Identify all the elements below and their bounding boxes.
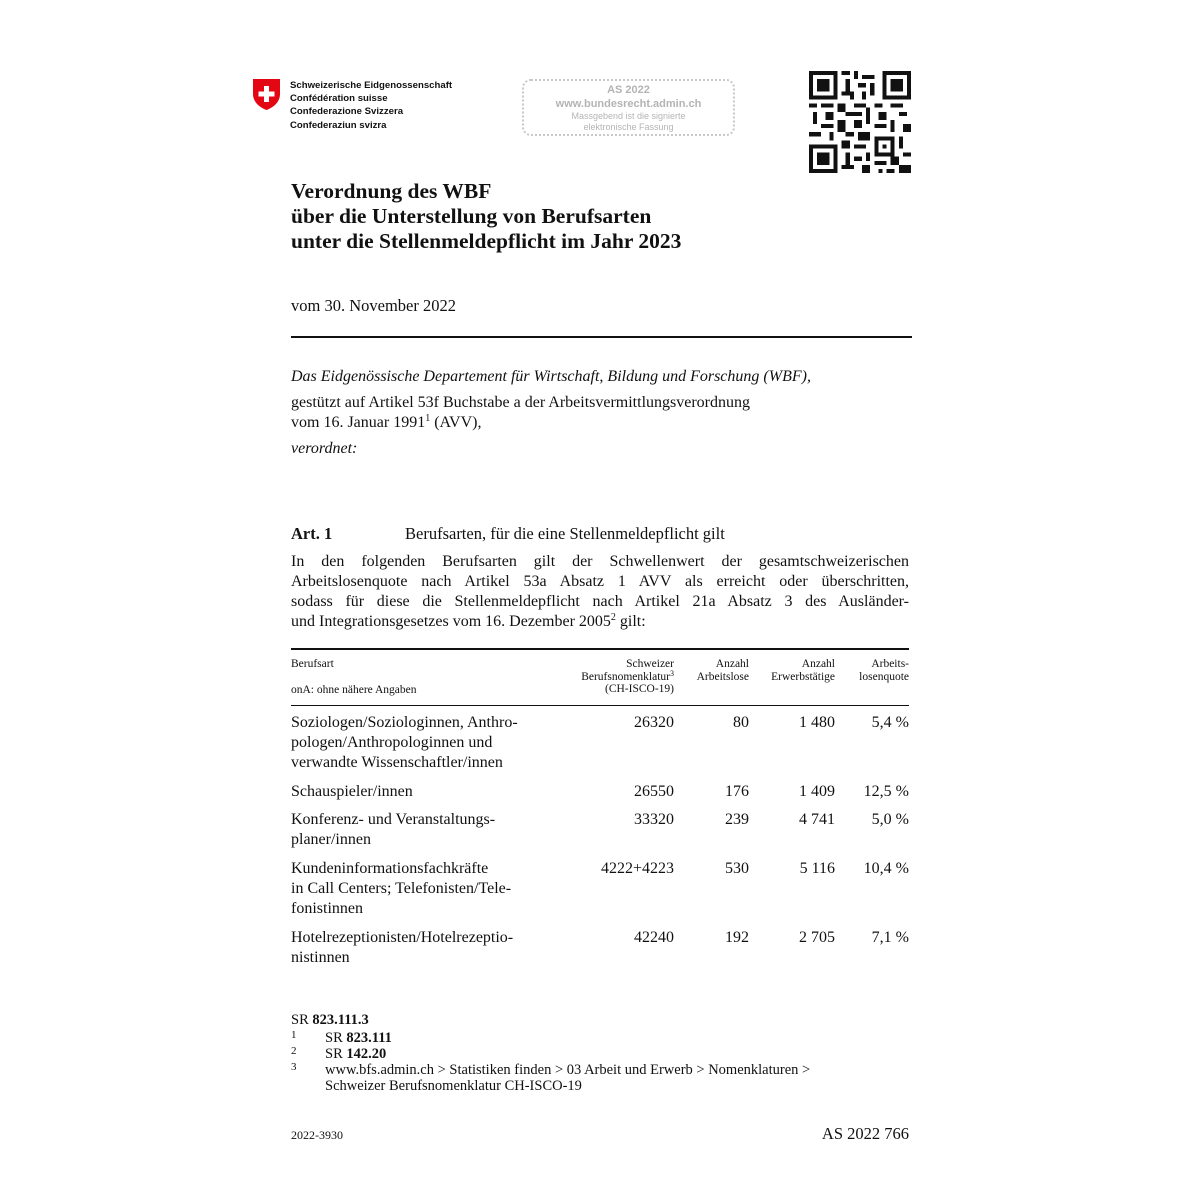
article-text-line-3: sodass für diese die Stellenmeldepflicht nach Artikel 21a Absatz 3 des Ausländer- — [291, 593, 909, 610]
header-occupation: Berufsart — [291, 658, 334, 670]
footnote-ref-3: 3 — [670, 668, 674, 678]
article-text-line-4 — [291, 612, 909, 632]
occupation-line: Schauspieler/innen — [291, 783, 413, 800]
sr-prefix: SR — [291, 1012, 313, 1028]
footnote-ref-2: 2 — [610, 612, 616, 623]
header-nomenclature — [581, 658, 674, 696]
ordinance-title — [291, 179, 681, 254]
footnote-number: 2 — [291, 1045, 297, 1057]
preamble-decree: verordnet: — [291, 440, 358, 457]
cell-occupation — [291, 859, 561, 919]
header-employed — [771, 658, 835, 683]
header-rate-l2: losenquote — [859, 670, 909, 683]
occupation-line: pologen/Anthropologinnen und — [291, 734, 493, 751]
federation-name-rm: Confederaziun svizra — [290, 119, 387, 131]
cell-occupation — [291, 928, 561, 968]
header-employed-l1: Anzahl — [801, 658, 835, 670]
footnote-3 — [291, 1062, 810, 1078]
cell-occupation — [291, 810, 561, 850]
article-text-line-2: Arbeitslosenquote nach Artikel 53a Absatz 1 AVV als erreicht oder überschritten, — [291, 573, 909, 590]
preamble-basis-line-1: gestützt auf Artikel 53f Buchstabe a der Arbeitsvermittlungsverordnung — [291, 394, 750, 411]
occupation-line: fonistinnen — [291, 900, 363, 917]
cell-occupation — [291, 713, 561, 773]
header-nomenclature-l2-text: Berufsnomenklatur — [581, 670, 670, 683]
article-text-line-4-text: und Integrationsgesetzes vom 16. Dezember 2005 — [291, 613, 611, 630]
occupation-line: Konferenz- und Veranstaltungs- — [291, 811, 496, 828]
occupation-line: Kundeninformationsfachkräfte — [291, 860, 489, 877]
article-number: Art. 1 — [291, 524, 333, 543]
cell-code: 42240 — [634, 929, 674, 946]
footnote-prefix: SR — [325, 1030, 347, 1046]
sr-number — [291, 1012, 369, 1029]
title-divider — [291, 336, 912, 338]
footnotes — [291, 1030, 810, 1094]
title-line-3: unter die Stellenmeldepflicht im Jahr 2023 — [291, 229, 682, 253]
federation-name-it: Confederazione Svizzera — [290, 106, 404, 118]
header-rate-l1: Arbeits- — [871, 658, 909, 670]
header-unemployed-l1: Anzahl — [715, 658, 749, 670]
cell-employed: 4 741 — [799, 811, 835, 828]
occupation-line: nistinnen — [291, 949, 350, 966]
stamp-note-1: Massgebend ist die signierte — [571, 111, 686, 121]
cell-unemployed: 239 — [725, 811, 749, 828]
footnote-number: 1 — [291, 1029, 297, 1041]
cell-code: 26320 — [634, 714, 674, 731]
occupation-line: Soziologen/Soziologinnen, Anthro- — [291, 714, 518, 731]
cell-unemployed: 80 — [733, 714, 749, 731]
occupation-line: planer/innen — [291, 831, 371, 848]
title-line-1: Verordnung des WBF — [291, 179, 492, 203]
preamble-authority: Das Eidgenössische Departement für Wirtschaft, Bildung und Forschung (WBF), — [291, 368, 811, 385]
stamp-note-2: elektronische Fassung — [583, 122, 674, 132]
cell-rate: 12,5 % — [863, 783, 909, 800]
official-version-stamp — [522, 79, 735, 136]
cell-employed: 5 116 — [799, 860, 835, 877]
qr-code-icon — [809, 71, 911, 178]
header-nomenclature-l1: Schweizer — [626, 658, 674, 670]
footnote-2 — [291, 1046, 810, 1062]
cell-rate: 10,4 % — [863, 860, 909, 877]
cell-rate: 5,4 % — [871, 714, 909, 731]
header-employed-l2: Erwerbstätige — [771, 670, 835, 683]
stamp-url: www.bundesrecht.admin.ch — [555, 98, 702, 110]
article-text-line-4-tail: gilt: — [615, 613, 646, 630]
header-unemployed — [697, 658, 749, 683]
cell-rate: 5,0 % — [871, 811, 909, 828]
article-1-text — [291, 552, 909, 632]
preamble — [291, 367, 811, 459]
swiss-cross-shield-icon — [252, 78, 281, 116]
cell-employed: 1 409 — [799, 783, 835, 800]
footnote-3-cont — [291, 1078, 810, 1094]
cell-code: 4222+4223 — [600, 860, 674, 877]
occupation-line: verwandte Wissenschaftler/innen — [291, 754, 503, 771]
cell-employed: 2 705 — [799, 929, 835, 946]
header-rate — [859, 658, 909, 683]
document-id: 2022-3930 — [291, 1128, 343, 1142]
footnote-prefix: SR — [325, 1046, 347, 1062]
occupation-line: in Call Centers; Telefonisten/Tele- — [291, 880, 512, 897]
cell-occupation — [291, 782, 561, 802]
footnote-1 — [291, 1030, 810, 1046]
cell-employed: 1 480 — [799, 714, 835, 731]
footnote-sr: 823.111 — [346, 1030, 392, 1046]
occupation-line: Hotelrezeptionisten/Hotelrezeptio- — [291, 929, 514, 946]
cell-code: 26550 — [634, 783, 674, 800]
occupations-table — [291, 648, 909, 966]
footnote-sr: 142.20 — [346, 1046, 387, 1062]
article-1-heading — [291, 524, 725, 544]
federation-name-fr: Confédération suisse — [290, 93, 388, 105]
cell-unemployed: 530 — [725, 860, 749, 877]
title-line-2: über die Unterstellung von Berufsarten — [291, 204, 652, 228]
federation-names — [290, 79, 452, 132]
stamp-as-number: AS 2022 — [607, 84, 650, 96]
cell-unemployed: 192 — [725, 929, 749, 946]
preamble-basis-text: vom 16. Januar 1991 — [291, 414, 426, 431]
header-occupation-note: onA: ohne nähere Angaben — [291, 684, 417, 696]
cell-rate: 7,1 % — [871, 929, 909, 946]
table-header — [291, 648, 909, 706]
federation-name-de: Schweizerische Eidgenossenschaft — [290, 80, 453, 91]
ordinance-date: vom 30. November 2022 — [291, 296, 456, 315]
footnote-number: 3 — [291, 1061, 297, 1073]
footnote-link-path-cont: Schweizer Berufsnomenklatur CH-ISCO-19 — [325, 1078, 582, 1094]
article-title: Berufsarten, für die eine Stellenmeldepflicht gilt — [405, 524, 725, 543]
footnote-link-path[interactable]: www.bfs.admin.ch > Statistiken finden > 03 Arbeit und Erwerb > Nomenklaturen > — [325, 1062, 811, 1078]
header-nomenclature-l3: (CH-ISCO-19) — [605, 683, 674, 695]
header-unemployed-l2: Arbeitslose — [696, 670, 749, 683]
cell-unemployed: 176 — [725, 783, 749, 800]
header-nomenclature-l2 — [581, 668, 674, 684]
sr-value: 823.111.3 — [312, 1012, 369, 1028]
footnote-ref-1: 1 — [425, 413, 431, 424]
article-text-line-1: In den folgenden Berufsarten gilt der Schwellenwert der gesamtschweizerischen — [291, 553, 909, 570]
as-reference: AS 2022 766 — [821, 1124, 909, 1143]
cell-code: 33320 — [634, 811, 674, 828]
preamble-basis-tail: (AVV), — [430, 414, 482, 431]
preamble-basis-line-2 — [291, 413, 811, 433]
